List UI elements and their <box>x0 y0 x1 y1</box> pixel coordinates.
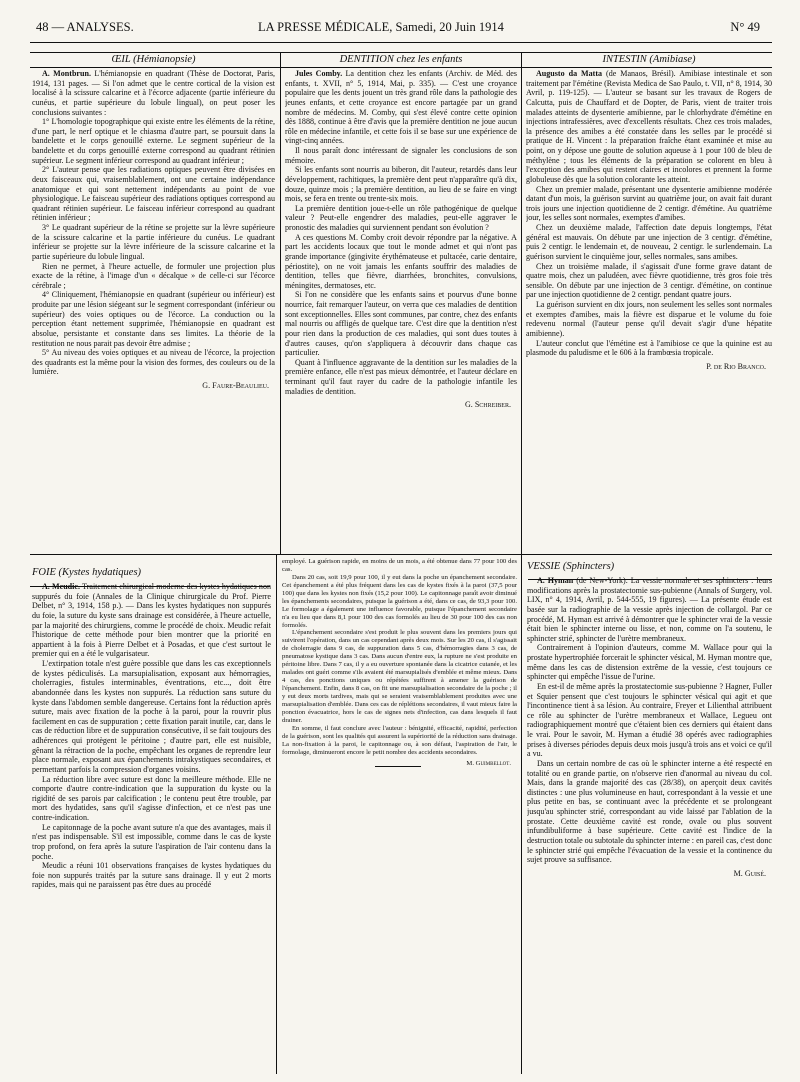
article-paragraph: Quant à l'influence aggravante de la dentition sur les maladies de la première enfance, elle n'est pas mieux démontrée, et l'auteur déclare en terminant qu'il faut rayer du cadre de la pathologie infantile les maladies de dentition. <box>285 357 517 396</box>
article-signature: M. Guisé. <box>733 868 766 878</box>
article-vessie <box>527 560 772 1076</box>
article-paragraph: 2° L'auteur pense que les radiations optiques peuvent être divisées en deux faisceaux qui, vraisemblablement, ont une certaine indépendance anatomique et qui sont nettement indépendants au point de vue physiologique. Le faisceau supérieur des radiations optiques correspond au quadrant rétinien supérieur. Le faisceau inférieur correspond au quadrant rétinien inférieur ; <box>32 165 275 223</box>
article-paragraph: (de Manaos, Brésil). Amibiase intestinale et son traitement par l'émétine (Revista Medica de Sao Paulo, t. VII, n° 8, 1914, 30 Avril, p. 119-125). — L'auteur se basant sur les travaux de Rogers de Calcutta, puis de Chauffard et de Dopter, de Paris, vient de traiter trois malades atteints de dysenterie amibienne, par le chlorhydrate d'émétine en injections intrafessières, avec d'excellents résultats. Chez ces trois malades, la présence des amibes a été constatée dans les selles par le procédé si pratique de H. Vincent : la préparation fraîche étant examinée et mise au point, on y dépose une goutte de solution aqueuse à 1 pour 100 de bleu de méthylène ; tous les éléments de la préparation se colorent en bleu à l'exception des amibes qui restent claires et incolores et prennent la forme globuleuse dès que la solution colorante les atteint. <box>526 69 772 184</box>
article-paragraph: Chez un deuxième malade, l'affection date depuis longtemps, l'état général est mauvais. On débute par une injection de 3 centigr. d'émétine, puis 2 centigr. le lendemain et, de nouveau, 2 centigr. le surlendemain. La guérison survient le cinquième jour, selles normales, sans amibes. <box>526 223 772 261</box>
article-paragraph: Si l'on ne considère que les enfants sains et pourvus d'une bonne nourrice, fait remarquer l'auteur, on verra que ces maladies de dentition sont exceptionnelles. Elles sont communes, par contre, chez des enfants mal nourris ou affligés de quelque tare. C'est dire que la dentition n'est pour rien dans la production de ces maladies, qui sont dues toutes à d'autres causes, qu'on s'appliquera à découvrir dans chaque cas particulier. <box>285 290 517 358</box>
article-paragraph: 3° Le quadrant supérieur de la rétine se projette sur la lèvre supérieure de la scissure calcarine et la partie inférieure du cunéus. Le quadrant inférieur se projette sur la lèvre inférieure de la scissure calcarine et la partie supérieure du lobule lingual. <box>32 223 275 261</box>
article-signature: G. Schreiber. <box>465 400 511 410</box>
header-issue-number: N° 49 <box>730 20 760 34</box>
article-paragraph: Dans 20 cas, soit 19,9 pour 100, il y eut dans la poche un épanchement secondaire. Cet épanchement a été plus fréquent dans les cas de kystes fixés à la paroi (37,5 pour 100) que dans les kystes non fixés (15,2 pour 100). Le capitonnage paraît avoir diminué les épanchements secondaires, puisque la guérison a été, dans ce cas, de 93,3 pour 100. Le formolage a également une influence favorable, puisque l'épanchement secondaire n'a eu lieu que dans 8,1 pour 100 des cas formolés au lieu de 30 pour 100 des cas non formolés. <box>282 573 517 629</box>
article-paragraph: Il nous paraît donc intéressant de signaler les conclusions de son mémoire. <box>285 146 517 165</box>
article-paragraph: A ces questions M. Comby croit devoir répondre par la négative. A part les accidents locaux que tout le monde admet et qui n'ont pas grande importance (gingivite érythémateuse et pultacée, carie dentaire, périostite), on ne voit jamais les enfants souffrir des maladies de dentition, telles que fièvre, diarrhées, bronchites, convulsions, méningites, dermatoses, etc. <box>285 232 517 290</box>
article-intestin <box>526 53 772 553</box>
middle-rule <box>30 554 772 555</box>
article-paragraph: Traitement chirurgical moderne des kystes hydatiques non suppurés du foie (Annales de la Clinique chirurgicale du Prof. Pierre Delbet, n° 3, 1914, 158 p.). — Dans les kystes hydatiques non suppurés du foie, la suture du kyste sans drainage est considérée, à l'heure actuelle, par la majorité des chirurgiens, comme le procédé de choix. Meudic refait l'historique de cette méthode pour bien montrer que la priorité en appartient à la fois à Pierre Delbet et à Posadas, et que c'est surtout le premier qui en a été le vulgarisateur. <box>32 582 271 659</box>
section-title: VESSIE (Sphincters) <box>527 561 615 572</box>
article-paragraph: Chez un troisième malade, il s'agissait d'une forme grave datant de quatre mois, chez un paludéen, avec fièvre quotidienne, très gros foie très sensible. On débute par une injection de 3 centigr. d'émétine, on continue par une injection quotidienne de 2 centigr. pendant quatre jours. <box>526 261 772 300</box>
article-paragraph: En somme, il faut conclure avec l'auteur : bénignité, efficacité, rapidité, perfection de la guérison, sont les qualités qui assurent la supériorité de la réduction sans drainage. La non-fixation à la paroi, le capitonnage ou, à son défaut, l'aspiration de l'air, le formolage, diminueront encore le petit nombre des accidents secondaires. <box>282 724 517 756</box>
article-paragraph: 5° Au niveau des voies optiques et au niveau de l'écorce, la projection des quadrants est la même pour la vision des formes, des couleurs ou de la lumière. <box>32 348 275 377</box>
section-title: INTESTIN (Amibiase) <box>602 54 696 65</box>
header-rule <box>30 42 772 43</box>
author-name: Augusto da Matta <box>536 69 603 78</box>
article-paragraph: Rien ne permet, à l'heure actuelle, de formuler une projection plus exacte de la rétine, à l'image d'un « décalque » de celle-ci sur l'écorce cérébrale ; <box>32 261 275 290</box>
article-foie <box>32 566 271 1076</box>
article-paragraph: Contrairement à l'opinion d'auteurs, comme M. Wallace pour qui la prostate hypertrophiée forcerait le sphincter vésical, M. Hyman montre que, même dans les cas de distension extrême de la vessie, c'est toujours ce sphincter qui empêche l'issue de l'urine. <box>527 643 772 682</box>
article-dentition <box>285 53 517 553</box>
column-divider <box>521 52 522 554</box>
article-paragraph: Meudic a réuni 101 observations françaises de kystes hydatiques du foie non suppurés traités par la suture sans drainage. Il y eut 2 morts rapides, mais qui ne paraissent pas être dues au procédé <box>32 861 271 890</box>
column-divider <box>521 554 522 1074</box>
article-paragraph: L'extirpation totale n'est guère possible que dans les cas exceptionnels de kystes pédiculisés. La marsupialisation, exposant aux hémorragies, cholerragies, fistules interminables, éventrations, etc..., doit être abandonnée dans les kystes non suppurés. La réduction sans suture du kyste dans l'abdomen semble dangereuse. Certains font la réduction après suture, mais avec fixation de la poche à la paroi, pour la rouvrir plus facilement en cas de suppuration ; cette fixation parait inutile, car, dans le cas de réduction libre et de suppuration consécutive, il se fait toujours des adhérences qui protègent le péritoine ; d'autre part, elle est nuisible, gênant la rétraction de la poche, empêchant les organes de reprendre leur place normale, exposant aux épanchements intrakystiques secondaires, et permettant parfois la compression d'organes voisins. <box>32 659 271 774</box>
article-paragraph: La dentition chez les enfants (Archiv. de Méd. des enfants, t. XVII, n° 5, 1914, Mai, p. 335). — C'est une croyance populaire que les dents jouent un très grand rôle dans la pathologie des jeunes enfants, et cette croyance est encore partagée par un grand nombre de médecins. M. Comby, qui s'est élevé contre cette opinion dès 1888, continue à être d'avis que la première dentition ne joue aucun rôle en médecine infantile, et cette fois il se base sur une expérience de vingt-cinq années. <box>285 69 517 146</box>
author-name: Jules Comby. <box>295 69 343 78</box>
article-foie-continued <box>282 558 517 768</box>
column-divider <box>280 52 281 554</box>
article-signature: M. Guimbellot. <box>466 760 511 768</box>
page-header <box>0 14 800 42</box>
author-name: A. Montbrun. <box>42 69 91 78</box>
article-paragraph: L'épanchement secondaire s'est produit le plus souvent dans les premiers jours qui suivirent l'opération, dans un cas cependant après deux mois. Sur les 20 cas, il s'agissait de cholerragie dans 9 cas, de suppuration dans 5 cas, d'hémorragies dans 3 cas, de pneumatose kystique dans 3 cas. Dans aucun d'entre eux, la rupture ne s'est produite en péritoine libre. Dans 7 cas, il y a eu ouverture spontanée dans la cicatrice cutanée, et les malades ont guéri comme s'ils avaient été marsupialisés d'emblée et même mieux. Dans 4 cas, des ponctions uniques ou répétées suffirent à amener la guérison de l'épanchement. Enfin, dans 8 cas, on fit une marsupialisation secondaire de la poche ; il y eut deux morts tardives, mais qui se seraient vraisemblablement produites avec une marsupialisation d'emblée. Dans ces cas de réplétions secondaires, il vaut mieux faire la ponction évacuatrice, hors le cas de signes nets d'infection, cas dans lesquels il faut drainer. <box>282 629 517 724</box>
article-signature: G. Faure-Beaulieu. <box>202 381 269 390</box>
article-paragraph: La réduction libre avec suture est donc la meilleure méthode. Elle ne comporte d'autre contre-indication que la suppuration du kyste ou la rigidité de ses parois par calcification ; le contenu peut être trouble, par mort des hydatides, sans qu'il s'agisse d'infection, et ce n'est pas une contre-indication. <box>32 774 271 822</box>
column-divider <box>276 554 277 1074</box>
article-paragraph: En est-il de même après la prostatectomie sus-pubienne ? Hagner, Fuller et Squier pensent que c'est toujours le sphincter vésical qui agit et que l'incontinence tient à sa lésion. Au contraire, Freyer et Lilienthal attribuent ce rôle au sphincter de l'urètre membraneux et Wallace, Legueu ont radiographiquement montré que c'étaient bien ces derniers qui étaient dans le vrai. Pour le savoir, M. Hyman a étudié 38 opérés avec radiographies prises à diverses périodes depuis deux mois jusqu'à trois ans et voici ce qu'il a vu. <box>527 681 772 759</box>
author-name: A. Meudic. <box>42 582 80 591</box>
section-title: ŒIL (Hémianopsie) <box>111 54 196 65</box>
article-paragraph: 1° L'homologie topographique qui existe entre les éléments de la rétine, d'une part, le nerf optique et le chiasma d'autre part, se poursuit dans la bandelette et le corps genouillé externe. Le segment supérieur de la bandelette et du corps genouillé externe correspond au quadrant rétinien supérieur. Le segment inférieur correspond au quadrant inférieur ; <box>32 117 275 165</box>
article-paragraph: La guérison survient en dix jours, non seulement les selles sont normales et exemptes d'amibes, mais la fièvre est disparue et le volume du foie redevenu normal (l'auteur pense qu'il devait s'agir d'une hépatite amibienne). <box>526 300 772 338</box>
article-paragraph: Si les enfants sont nourris au biberon, dit l'auteur, retardés dans leur développement, rachitiques, la première dent peut n'apparaître qu'à dix, douze, quinze mois ; la première dentition, au lieu de se faire en vingt mois, se fera en trente ou trente-six mois. <box>285 165 517 204</box>
article-paragraph: Chez un premier malade, présentant une dysenterie amibienne modérée datant d'un mois, la guérison survint au quatrième jour, on avait fait durant trois jours une injection quotidienne de 2 centigr. d'émétine. Au quatrième jour, les selles sont normales, exemptes d'amibes. <box>526 184 772 223</box>
article-paragraph: Dans un certain nombre de cas où le sphincter interne a été respecté en totalité ou en grande partie, on n'observe rien d'anormal au niveau du col. Mais, dans la grande majorité des cas (28/38), on aperçoit deux cavités distinctes : une plus volumineuse en haut, correspondant à la vessie et une plus petite en bas, se continuant avec la précédente et se prolongeant jusqu'au sphincter strié, correspondant au vide laissé par l'ablation de la prostate. Cette deuxième cavité est ronde, ovale ou plus souvent infundibuliforme à base supérieure. Cette cavité est l'indice de la destruction totale ou subtotale du sphincter interne : en pareil cas, c'est donc le sphincter strié qui empêche l'évacuation de la vessie et la continence du sujet prouve sa suffisance. <box>527 758 772 865</box>
article-paragraph: L'hémianopsie en quadrant (Thèse de Doctorat, Paris, 1914, 131 pages. — Si l'on admet que le centre cortical de la vision est localisé à la scissure calcarine et à l'écorce adjacente (partie inférieure du cunéus, et partie supérieure du lobule lingual), on peut poser les conclusions suivantes : <box>32 69 275 117</box>
section-title: FOIE (Kystes hydatiques) <box>32 567 142 578</box>
header-journal-title: LA PRESSE MÉDICALE, Samedi, 20 Juin 1914 <box>258 20 504 34</box>
article-signature: P. de Rio Branco. <box>706 361 766 371</box>
section-title: DENTITION chez les enfants <box>339 54 463 65</box>
article-paragraph: employé. La guérison rapide, en moins de un mois, a été obtenue dans 77 pour 100 des cas. <box>282 558 517 573</box>
article-paragraph: 4° Cliniquement, l'hémianopsie en quadrant (supérieur ou inférieur) est produite par une lésion siégeant sur le segment correspondant (inférieur ou supérieur) des voies optiques ou de l'écorce. La conduction ou la perception étant nettement supprimée, l'hémianopsie en quadrant est absolue, persistante et constante dans ses limites. La théorie de la restitution ne nous parait pas devoir être admise ; <box>32 290 275 348</box>
author-name: A. Hyman <box>537 576 574 585</box>
article-paragraph: L'auteur conclut que l'émétine est à l'amibiose ce que la quinine est au plasmode du paludisme et le 606 à la frambœsia tropicale. <box>526 338 772 358</box>
article-paragraph: (de New-York). La vessie normale et ses sphincters : leurs modifications après la prostatectomie sus-pubienne (Annals of Surgery, vol. LIX, n° 4, 1914, Avril, p. 544-555, 19 figures). — La présente étude est basée sur la radiographie de la vessie après injection de collargol. Par ce procédé, M. Hyman est arrivé à démontrer que le sphincter vrai de la vessie était bien le sphincter interne ou lisse, et non, comme on l'a soutenu, le sphincter strié, sphincter de l'urètre membraneux. <box>527 576 772 643</box>
header-page-number: 48 — ANALYSES. <box>36 20 134 34</box>
article-paragraph: La première dentition joue-t-elle un rôle pathogénique de quelque valeur ? Peut-elle engendrer des maladies, peut-elle aggraver le pronostic des maladies qui surviennent pendant son évolution ? <box>285 203 517 232</box>
article-paragraph: Le capitonnage de la poche avant suture n'a que des avantages, mais il n'est pas indispensable. S'il est impossible, comme dans le cas de kyste trop profond, on fera après la suture l'aspiration de l'air contenu dans la poche. <box>32 822 271 861</box>
article-oeil <box>32 53 275 553</box>
